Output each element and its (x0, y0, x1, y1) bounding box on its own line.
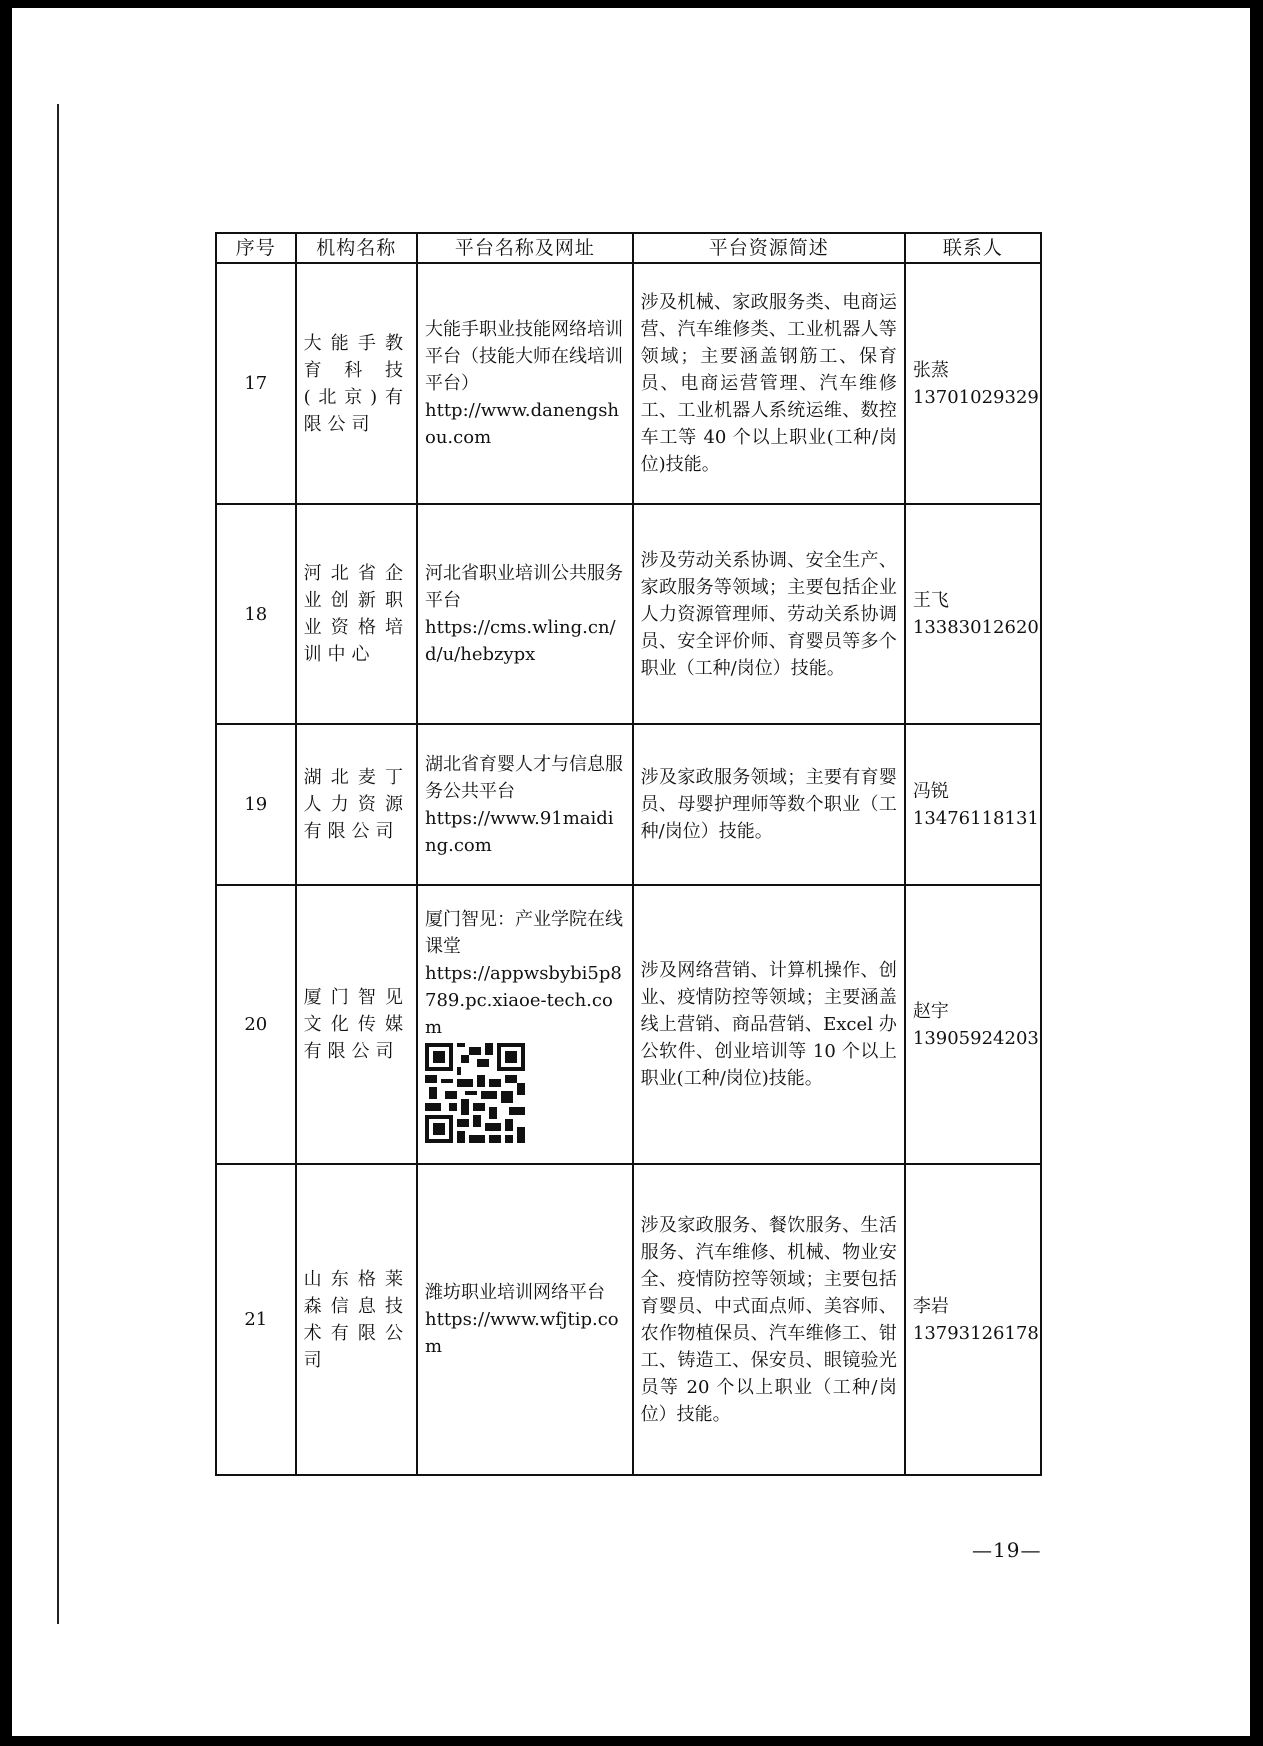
platform-url[interactable]: http://www.danengshou.com (425, 400, 620, 448)
row-platform (417, 263, 633, 504)
platform-name: 河北省职业培训公共服务平台 (425, 563, 623, 611)
contact-name: 赵宇 (912, 1000, 949, 1022)
header-organization: 机构名称 (296, 233, 417, 263)
row-description: 涉及家政服务、餐饮服务、生活服务、汽车维修、机械、物业安全、疫情防控等领域；主要包括育婴员、中式面点师、美容师、农作物植保员、汽车维修工、钳工、铸造工、保安员、眼镜验光员等 20 个以上职业（工种/岗位）技能。 (633, 1164, 905, 1475)
header-serial: 序号 (216, 233, 296, 263)
row-serial: 20 (216, 885, 296, 1164)
table-row (216, 724, 1041, 885)
contact-name: 冯锐 (912, 780, 949, 802)
table-row (216, 263, 1041, 504)
document-page (12, 8, 1250, 1736)
contact-phone: 13383012620 (912, 617, 1039, 638)
row-description: 涉及家政服务领域；主要有育婴员、母婴护理师等数个职业（工种/岗位）技能。 (633, 724, 905, 885)
platform-url[interactable]: https://www.91maiding.com (425, 807, 614, 856)
table-row (216, 885, 1041, 1164)
platform-name: 潍坊职业培训网络平台 (425, 1282, 605, 1303)
contact-phone: 13701029329 (912, 386, 1039, 408)
row-description: 涉及劳动关系协调、安全生产、家政服务等领域；主要包括企业人力资源管理师、劳动关系协调员、安全评价师、育婴员等多个职业（工种/岗位）技能。 (633, 504, 905, 724)
row-platform (417, 1164, 633, 1475)
row-description: 涉及机械、家政服务类、电商运营、汽车维修类、工业机器人等领域；主要涵盖钢筋工、保育员、电商运营管理、汽车维修工、工业机器人系统运维、数控车工等 40 个以上职业(工种/岗位)技能。 (633, 263, 905, 504)
training-platform-table (215, 232, 1042, 1476)
platform-url[interactable]: https://www.wfjtip.com (425, 1309, 619, 1357)
row-platform (417, 885, 633, 1164)
header-description: 平台资源简述 (633, 233, 905, 263)
row-organization: 湖北麦丁人力资源有限公司 (296, 724, 417, 885)
row-contact (905, 263, 1041, 504)
table-header-row (216, 233, 1041, 263)
row-platform (417, 504, 633, 724)
contact-name: 张蒸 (912, 359, 949, 381)
contact-name: 李岩 (912, 1295, 949, 1317)
platform-name: 大能手职业技能网络培训平台（技能大师在线培训平台） (425, 319, 623, 394)
contact-name: 王飞 (912, 590, 949, 611)
row-organization: 河北省企业创新职业资格培训中心 (296, 504, 417, 724)
header-contact: 联系人 (905, 233, 1041, 263)
row-organization: 厦门智见文化传媒有限公司 (296, 885, 417, 1164)
platform-name: 厦门智见：产业学院在线课堂 (425, 909, 623, 957)
platform-name: 湖北省育婴人才与信息服务公共平台 (425, 753, 623, 802)
row-platform (417, 724, 633, 885)
row-serial: 18 (216, 504, 296, 724)
platform-url[interactable]: https://appwsbybi5p8789.pc.xiaoe-tech.com (425, 963, 622, 1038)
row-contact (905, 504, 1041, 724)
row-serial: 17 (216, 263, 296, 504)
table-row (216, 504, 1041, 724)
table-row (216, 1164, 1041, 1475)
row-organization: 山东格莱森信息技术有限公司 (296, 1164, 417, 1475)
binding-margin-line (57, 104, 59, 1624)
row-organization: 大能手教育科技(北京)有限公司 (296, 263, 417, 504)
row-contact (905, 724, 1041, 885)
row-serial: 21 (216, 1164, 296, 1475)
row-serial: 19 (216, 724, 296, 885)
row-contact (905, 1164, 1041, 1475)
contact-phone: 13476118131 (912, 807, 1039, 829)
contact-phone: 13793126178 (912, 1322, 1039, 1344)
contact-phone: 13905924203 (912, 1027, 1039, 1049)
qr-code-icon[interactable] (425, 1043, 525, 1143)
page-number: —19— (972, 1538, 1042, 1562)
row-contact (905, 885, 1041, 1164)
platform-url[interactable]: https://cms.wling.cn/d/u/hebzypx (425, 617, 616, 665)
header-platform: 平台名称及网址 (417, 233, 633, 263)
row-description: 涉及网络营销、计算机操作、创业、疫情防控等领域；主要涵盖线上营销、商品营销、Excel 办公软件、创业培训等 10 个以上职业(工种/岗位)技能。 (633, 885, 905, 1164)
